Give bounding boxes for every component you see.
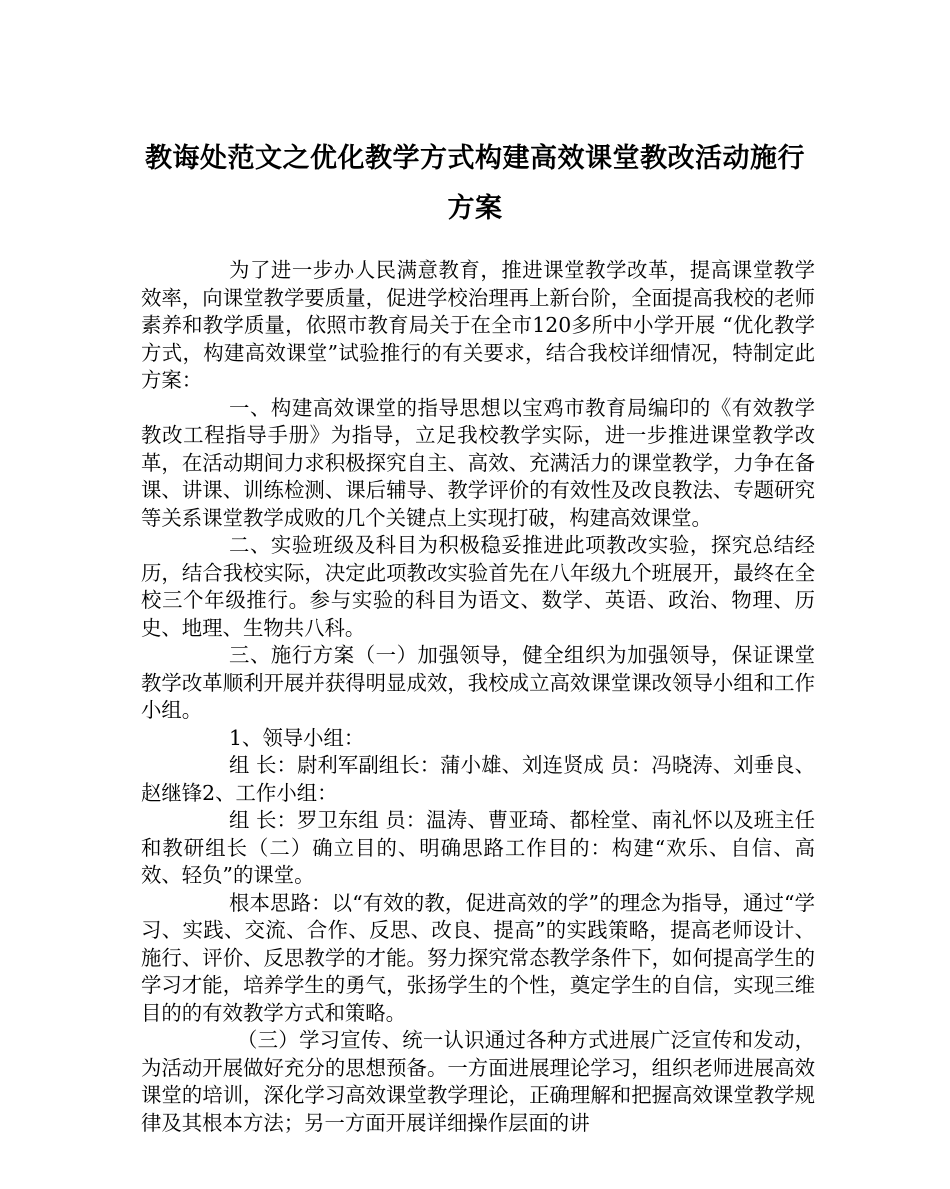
- paragraph-study-publicity: （三）学习宣传、统一认识通过各种方式进展广泛宣传和发动，为活动开展做好充分的思想预备。一方面进展理论学习，组织老师进展高效课堂的培训，深化学习高效课堂教学理论，正确理解和把握高效课堂教学规律及其根本方法；另一方面开展详细操作层面的讲: [141, 1028, 815, 1135]
- paragraph-intro: 为了进一步办人民满意教育，推进课堂教学改革，提高课堂教学效率，向课堂教学要质量，促进学校治理再上新台阶，全面提高我校的老师素养和教学质量，依照市教育局关于在全市120多所中小学开展 “优化教学方式，构建高效课堂”试验推行的有关要求，结合我校详细情况，特制定此方案：: [141, 258, 815, 392]
- paragraph-work-group-members: 组 长：罗卫东组 员：温涛、曹亚琦、都栓堂、南礼怀以及班主任和教研组长（二）确立目的、明确思路工作目的：构建“欢乐、自信、高效、轻负”的课堂。: [141, 808, 815, 887]
- document-body: [141, 257, 815, 1137]
- paragraph-leadership-group-heading: 1、领导小组：: [229, 725, 365, 750]
- paragraph-implementation-plan: 三、施行方案（一）加强领导，健全组织为加强领导，保证课堂教学改革顺利开展并获得明显成效，我校成立高效课堂课改领导小组和工作小组。: [141, 643, 815, 722]
- paragraph-leadership-group-members: 组 长：尉利军副组长：蒲小雄、刘连贤成 员：冯晓涛、刘垂良、赵继锋2、工作小组：: [141, 753, 815, 805]
- document-title-line-1: 教诲处范文之优化教学方式构建高效课堂教改活动施行: [145, 143, 805, 174]
- paragraph-experiment-classes: 二、实验班级及科目为积极稳妥推进此项教改实验，探究总结经历，结合我校实际，决定此项教改实验首先在八年级九个班展开，最终在全校三个年级推行。参与实验的科目为语文、数学、英语、政治、物理、历史、地理、生物共八科。: [141, 533, 815, 640]
- paragraph-guiding-thought: 一、构建高效课堂的指导思想以宝鸡市教育局编印的《有效教学教改工程指导手册》为指导，立足我校教学实际，进一步推进课堂教学改革，在活动期间力求积极探究自主、高效、充满活力的课堂教学，力争在备课、讲课、训练检测、课后辅导、教学评价的有效性及改良教法、专题研究等关系课堂教学成败的几个关键点上实现打破，构建高效课堂。: [141, 395, 815, 530]
- paragraph-basic-approach: 根本思路：以“有效的教，促进高效的学”的理念为指导，通过“学习、实践、交流、合作、反思、改良、提高”的实践策略，提高老师设计、施行、评价、反思教学的才能。努力探究常态教学条件下，如何提高学生的学习才能，培养学生的勇气，张扬学生的个性，奠定学生的自信，实现三维目的的有效教学方式和策略。: [141, 890, 815, 1025]
- document-title-line-2: 方案: [447, 193, 503, 224]
